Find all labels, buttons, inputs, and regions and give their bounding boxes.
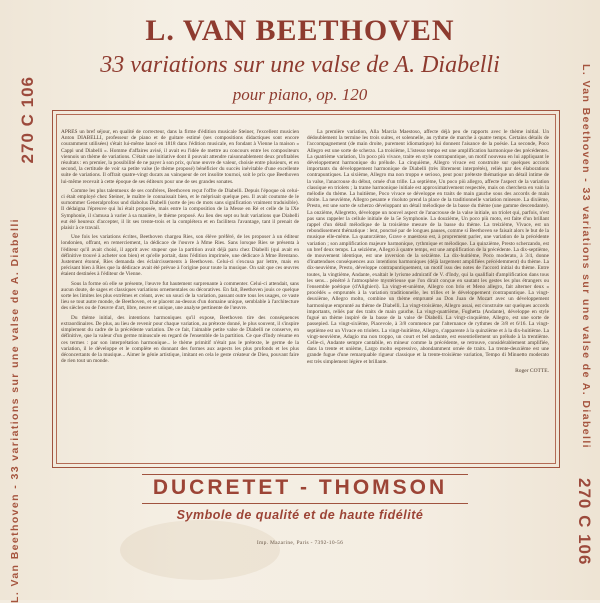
note-paragraph: Une fois les variations écrites, Beethoven chargea Ries, son élève préféré, de les proposer à un éditeur londonien, offrant, en remerciement, la dédicace de l'œuvre à Mme Ries. Sans lorsque Ries se présenta à l'éditeur qu'il avait choisi, il apprit avec stupeur que la partition avait déjà paru chez Diabelli (qui avait en définitive trouvé à acheter son bien) et qu'elle portait, dans l'édition imprimée, une dédicace à Mme Brentano. Justement étonné, Ries demanda des éclaircissements à Beethoven. Celui-ci s'excusa par lettre, mais en précisant bien à Ries que la dédicace avait été prévue à l'origine pour toute la musique. On sait que ces œuvres étaient destinées à l'éditeur de Vienne. <box>61 234 299 278</box>
liner-notes-right-column <box>307 129 549 464</box>
paper-stain <box>120 520 280 580</box>
author-signature: Roger COTTE. <box>515 367 549 374</box>
note-paragraph: Comme les plus talentueux de ses confrères, Beethoven reçut l'offre de Diabelli. Depuis l'époque où celui-ci était employé chez Steiner, le maître le connaissait bien, et le méprisait quelque peu. Il avait coutume de le surnommer Generalprofoss und diabolus Diabelli (sorte de jeu de mots sans signification vraiment traduisible). Il dédaigna l'épreuve qui lui était proposée, mais entre la composition de la Messe en Ré et celle de la IXe Symphonie, il s'amusa à varier à sa manière, le thème proposé. Au lieu des sept ou huit variations que Diabelli eut été heureux d'accepter, il lit ses trente-trois et la complétera et en facilitera l'avantage, tant il prenait de plaisir à ce travail. <box>61 187 299 232</box>
catalog-number-left: 270 C 106 <box>18 76 37 164</box>
label-brand: DUCRETET - THOMSON <box>152 476 448 499</box>
work-subtitle: pour piano, op. 120 <box>232 85 368 104</box>
note-paragraph: La première variation, Alla Marcia Maestoso, affecte déjà peu de rapports avec le thème initial. Un dédoublement la termine les trois suites, et solennelle, au rythme de marche à quatre temps. Certains détails de l'accompagnement (de main droite, purement idiomatique) lui donnent l'aisance de la poésie. La seconde, Poco Allegro est une sorte de scherzo. La troisième, L'istesso tempo est une amplification harmonique des précédentes. La quatrième variation, Un poco più vivace, traite en style contrapuntique, un motif nouveau en lui appliquant le développement harmonique du prélude. La cinquième, Allegro vivace est construite sur quelques accords importants du développement harmonique de Diabelli (très librement interprétés), reliés par des élaborations contrapuntiques. La sixième, Allegro ma non troppo e serioso, peut pour prétexte thématique un détail intime de la valse, l'anacrouse du début, ornée d'un trille. La septième, Un poco più allegro, affecte l'aspect de la variation classique en triolets ; la trame harmonique initiale est approximativement respectée, mais on cherchera en vain la mélodie du thème. La huitième, Poco vivace se développe en traits de main gauche sous des accords de main droite. La neuvième, Allegro pesante e risoluto prend la place de la traditionnelle variation mineure. La dixième, Presto, est une sorte de scherzo développant un détail mélodique de la basse du thème (une gamme descendante). La onzième, Allegretto, développe un nouvel aspect de l'anacrouse de la valse initiale, un triolet qui, parfois, n'est pas sans rappeler la cellule initiale de la 5e Symphonie. La douzième, Un poco più moto, est faite d'un brillant rappel d'un détail mélodique de la troisième mesure de la basse du thème. La treizième, Vivace, est un rebondissement thématique : lent, ponctué par de longues pauses, comme si Beethoven se faisait alors le but de la musique elle-même. La quatorzième, Grave e maestoso est, à proprement parler, une variation de la précédente variation ; son amplification majeure harmonique, rythmique et mélodique. La quinzième, Presto scherzando, est un bref deux temps. La seizième, Allegro à quatre temps, est une amplification de la précédente. La dix-septième, de mouvement identique, est une inversion de la seizième. La dix-huitième, Poco moderato, à 3/4, donne d'inattendues conséquences aux intentions harmoniques (déjà largement amplifiées précédemment) du thème. La dix-neuvième, Presto, développe contrapuntiquement, un motif issu des notes de l'accord initial du thème. Entre toutes, la vingtième, Andante, exaltait le lyrisme admiratif de V. d'Indy, qui la qualifiait d'amplification dans tous les sens... pénétré à l'atmosphère mystérieuse que l'on dirait conçue en sautant les gestes les plus étrangers ou l'ensemble poétique (d'Alighieri). La vingt-et-unième, Allegro con brio et Meno allegro, fait alterner deux « procédés » empruntés à la variation traditionnelle, les trilles et le développement contrapuntique. La vingt-deuxième, Allegro molto, combine un thème emprunté au Don Juan de Mozart avec un développement harmonique emprunté au thème de Diabelli. La vingt-troisième, Allegro assai, est construite sur quelques accords importants, reliés par des traits de main gauche. La vingt-quatrième, Fughetta (Andante), développe en style fugué un thème inspiré de la basse de la valse de Diabelli. La vingt-cinquième, Allegro, est une sorte de passepied. La vingt-sixième, Piacevole, à 3/8 commence par l'alternance de rythmes de 3/8 et 6/16. La vingt-septième est un Vivace en triolets. La vingt-huitième, Allegro, s'apparente à la quinzième et à la dix-huitième. La vingt-neuvième, Adagio ma non troppo, un court et bel andante, est essentiellement un prélude à la trentième. Celle-ci, Andante sempre cantabile, en mineur comme la précédente, se retrouve, considérablement amplifiée, dans la trente et unième, Largo molto espressivo, abondamment ornée de traits. La trente-deuxième est une grande fugue d'une remarquable rigueur classique et la trente-troisième variation, Tempo di Minuetto moderato est très simplement légère et brillante. <box>307 129 549 365</box>
work-title: 33 variations sur une valse de A. Diabelli <box>100 52 500 78</box>
catalog-number-right: 270 C 106 <box>575 478 594 566</box>
liner-notes-frame <box>52 110 560 468</box>
printer-credit: Imp. Mazarine, Paris - 7392-10-56 <box>256 540 344 546</box>
note-paragraph: APRÈS un bref séjour, en qualité de correcteur, dans la firme d'édition musicale Steiner, l'excellent musicien Anton DIABELLI, professeur de piano et de guitare estimé (ses compositions didactiques sont encore couramment utilisées) s'était lui-même lancé en 1818 dans l'édition musicale, en fondant à Vienne la maison « Cappi und Diabelli ». Homme d'affaires avisé, il avait eu l'idée de mettre au concours entre les compositeurs viennois un thème de variations. C'était une initiative dont il pouvait attendre raisonnablement deux profitables résultats : en premier, la possibilité de ne payer à son prix, qu'une œuvre de valeur, choisie entre plusieurs, et en second, la certitude de voir sa petite valse (le thème proposé) bénéficier du succès inévitable d'une excellente suite de variations. Il offrait quatre-vingt ducats au vainqueur de cet insolite tournoi, soit le prix que Beethoven lui-même recevait à cette époque de ses éditeurs pour une de ses grandes sonates. <box>61 129 299 185</box>
liner-notes-left-column <box>61 129 299 464</box>
note-paragraph: Sous la forme où elle se présente, l'œuvre fut hautement surprenante à commenter. Celui-ci attendait, sans aucun doute, de sages et classiques variations ornementales ou décoratives. En fait, Beethoven jouis ce quelque sorte les limites les plus extrêmes et créant, avec un souci de la variation, passant outre tous les usages, ce vaste lieu se tout autre monde, de Beethoven, et se placent au-dessus d'un domaine unique, semblable à l'architecture des siècles ou de l'œuvre d'art, libre, neuve et unique, une analyse pertinente de l'œuvre. <box>61 280 299 312</box>
composer-title: L. VAN BEETHOVEN <box>145 14 455 47</box>
spine-title-left: L. Van Beethoven - 33 variations sur une valse de A. Diabelli <box>9 218 21 603</box>
spine-title-right: L. Van Beethoven - 33 variations sur une valse de A. Diabelli <box>580 64 592 449</box>
note-paragraph: Du thème initial, des intentions harmoniques qu'il expose, Beethoven tire des conséquences extraordinaires. De plus, au lieu de revenir pour chaque variation, au prétexte donné, le plus souvent, il s'inspire simplement du cadre de la précédente variation. De ce fait, l'aimable petite valse de Diabelli ne conserve, en définitive, que la valeur d'un germe minuscule en regard de l'ensemble de la partition. Ce que d'Indy résume en ces termes : par son interprétation harmonique... le thème primitif n'était pas le prétexte, le germe de la variation, il le développe et le complète en donnant des formes aux aspects les plus profonds et les plus déconcertants de la musique... Aimer le génie artistique, imitant en cela le geste créateur de Dieu, pouvant faire de rien tout un monde. <box>61 314 299 365</box>
label-tagline: Symbole de qualité et de haute fidélité <box>176 508 424 522</box>
